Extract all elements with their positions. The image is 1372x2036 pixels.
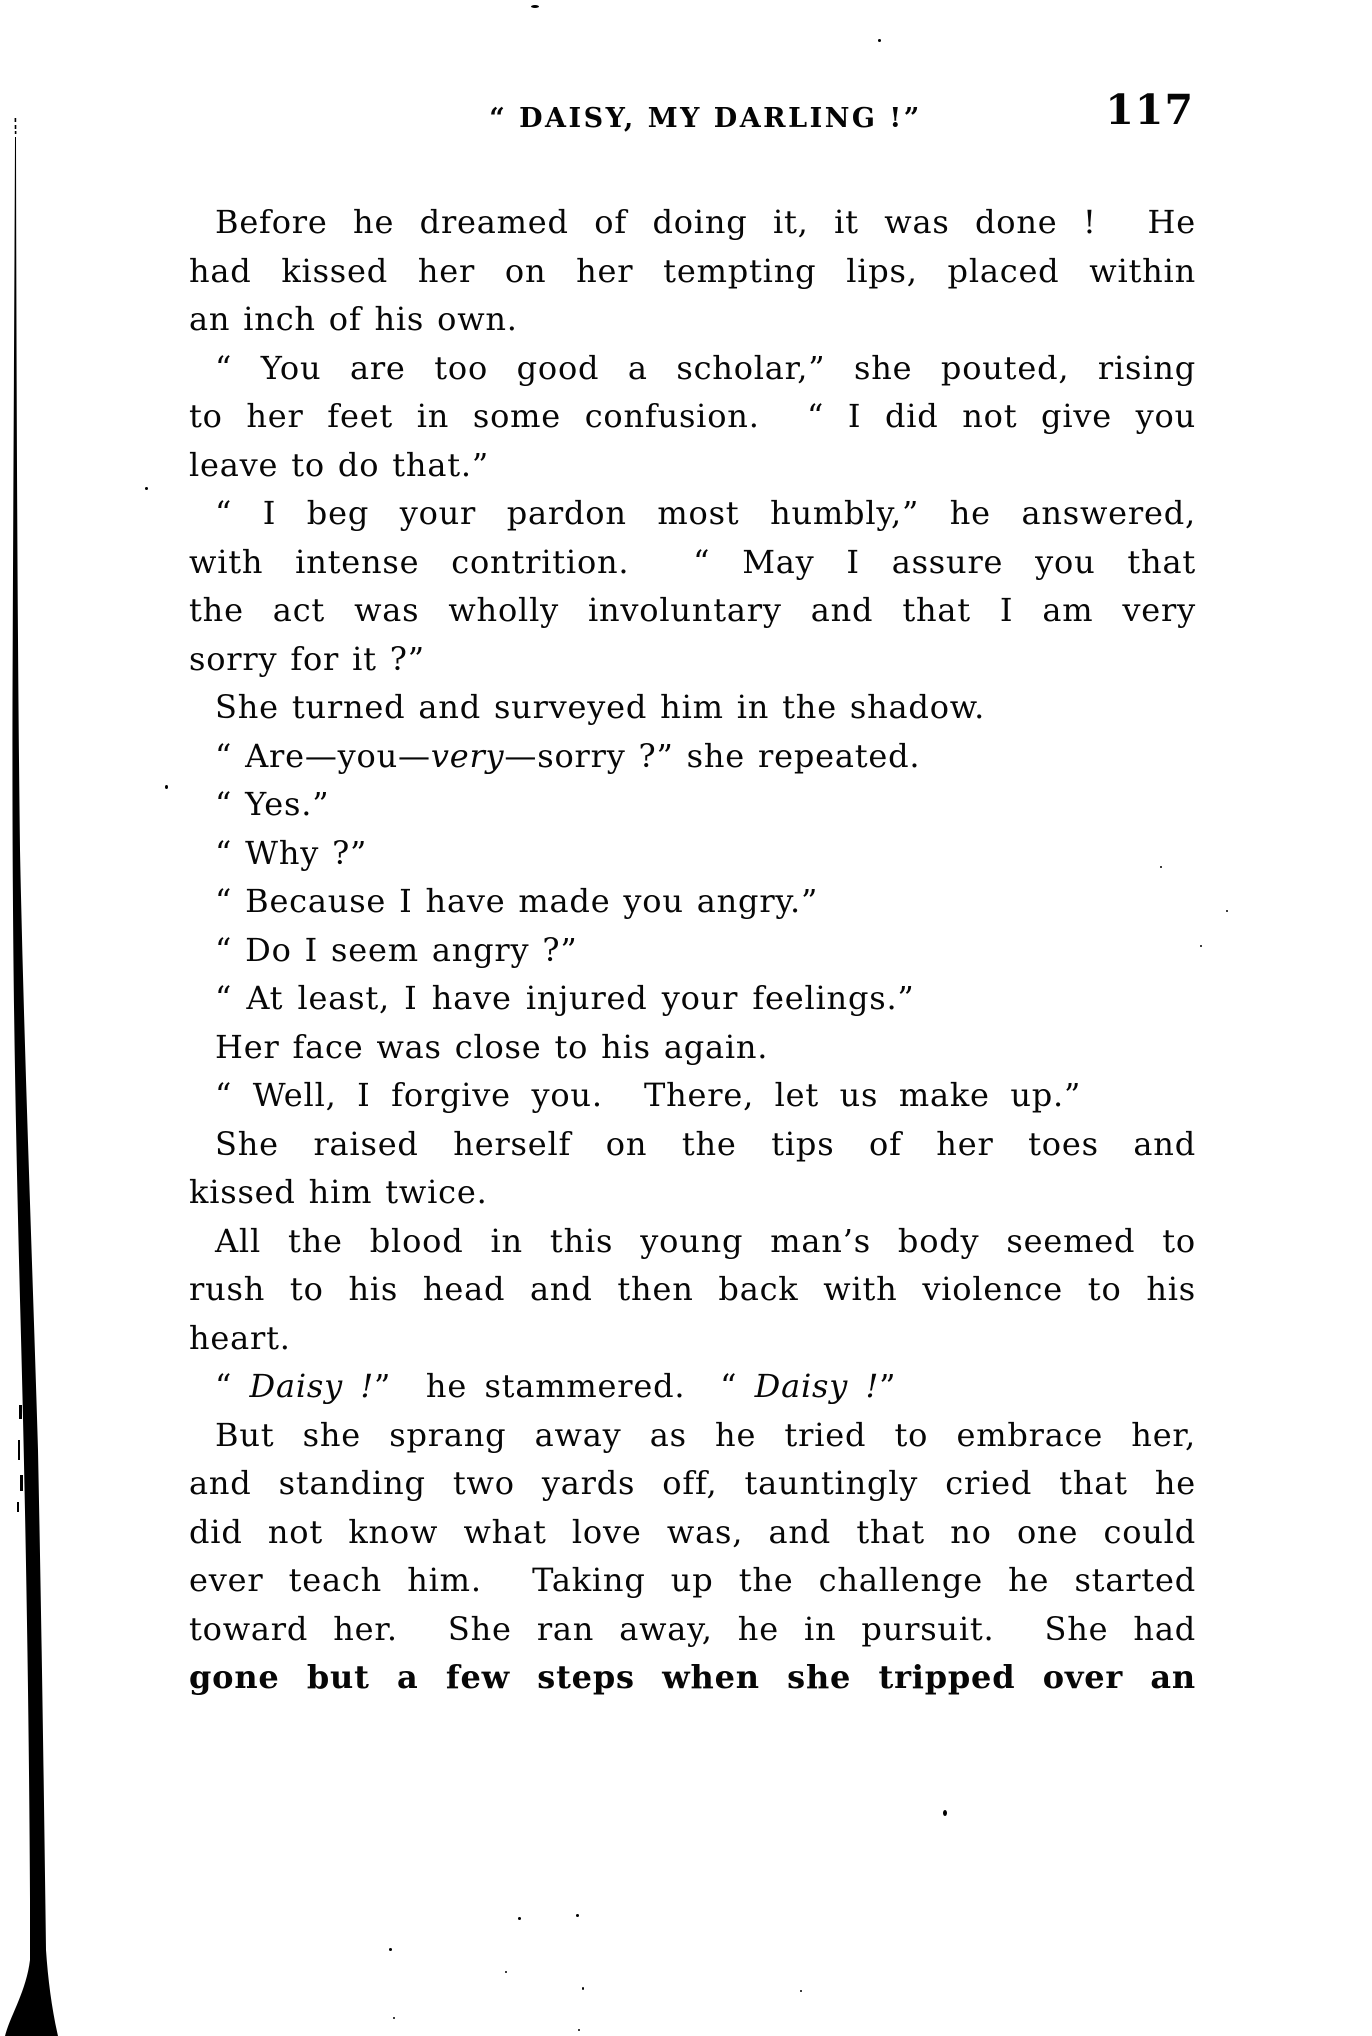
text-segment: leave to do that.” [189, 445, 489, 484]
text-segment: gone but a few steps when she tripped over an [189, 1658, 1196, 1696]
text-segment: sorry for it ?” [189, 639, 425, 678]
text-line [189, 1265, 1196, 1314]
text-line [189, 1653, 1196, 1702]
text-line [189, 926, 1196, 975]
text-line [189, 489, 1196, 538]
text-line [189, 1314, 1196, 1363]
text-segment: ” he stammered. “ [374, 1367, 755, 1405]
text-line [189, 1071, 1196, 1120]
text-line [189, 538, 1196, 587]
ink-speck [582, 1987, 584, 1990]
ink-speck [1200, 945, 1202, 947]
text-line [189, 974, 1196, 1023]
text-segment: “ Well, I forgive you. There, let us make up.” [215, 1076, 1082, 1114]
italic-text: very [430, 736, 505, 775]
ink-speck [1160, 866, 1162, 868]
text-segment: did not know what love was, and that no one could [189, 1512, 1196, 1551]
text-line [189, 1362, 1196, 1411]
text-line [189, 344, 1196, 393]
ink-speck [576, 1914, 579, 1917]
text-segment: She turned and surveyed him in the shadow. [215, 688, 986, 726]
text-line [189, 586, 1196, 635]
ink-speck [1226, 910, 1228, 912]
ink-speck [518, 1917, 521, 1920]
ink-speck [505, 1971, 507, 1973]
text-line [189, 198, 1196, 247]
text-line [189, 392, 1196, 441]
text-segment: “ Are—you— [215, 736, 431, 775]
text-line [189, 1120, 1196, 1169]
text-segment: to her feet in some confusion. “ I did not give you [189, 397, 1196, 435]
ink-speck [145, 487, 148, 490]
text-segment: ever teach him. Taking up the challenge he started [189, 1561, 1196, 1599]
text-line [189, 683, 1196, 732]
text-segment: “ Why ?” [215, 833, 368, 872]
text-segment: Her face was close to his again. [215, 1027, 769, 1066]
text-line [189, 635, 1196, 684]
text-segment: and standing two yards off, tauntingly cried that he [189, 1464, 1196, 1502]
text-segment: She raised herself on the tips of her toes and [215, 1124, 1196, 1163]
text-segment: “ Because I have made you angry.” [215, 882, 819, 920]
text-segment: had kissed her on her tempting lips, placed within [189, 251, 1196, 290]
text-line [189, 247, 1196, 296]
text-line [189, 1605, 1196, 1654]
text-line [189, 829, 1196, 878]
text-line [189, 780, 1196, 829]
text-line [189, 441, 1196, 490]
ink-speck [878, 39, 881, 42]
page-text [189, 198, 1196, 1702]
page-number: 117 [1105, 86, 1194, 134]
ink-speck [389, 1948, 392, 1951]
ink-speck [165, 785, 168, 789]
header-title: “ DAISY, MY DARLING !” [489, 103, 922, 134]
text-line [189, 1508, 1196, 1557]
italic-text: Daisy ! [249, 1367, 375, 1405]
text-line [189, 1168, 1196, 1217]
text-segment: heart. [189, 1318, 291, 1357]
text-segment: kissed him twice. [189, 1173, 488, 1211]
text-line [189, 732, 1196, 781]
text-line [189, 1459, 1196, 1508]
gutter-shadow [0, 0, 70, 2036]
text-line [189, 1217, 1196, 1266]
text-segment: —sorry ?” she repeated. [504, 736, 921, 775]
ink-speck [943, 1810, 947, 1816]
text-line [189, 295, 1196, 344]
text-segment: “ You are too good a scholar,” she pouted, rising [215, 348, 1196, 387]
text-line [189, 1023, 1196, 1072]
italic-text: Daisy ! [754, 1367, 880, 1405]
text-segment: an inch of his own. [189, 300, 518, 338]
text-segment: “ At least, I have injured your feelings.” [215, 979, 915, 1017]
text-segment: rush to his head and then back with violence to his [189, 1270, 1196, 1308]
text-segment: with intense contrition. “ May I assure you that [189, 542, 1196, 581]
text-line [189, 1556, 1196, 1605]
text-line [189, 877, 1196, 926]
text-segment: “ Yes.” [215, 785, 330, 823]
running-header [189, 0, 1196, 160]
text-line [189, 1411, 1196, 1460]
text-segment: toward her. She ran away, he in pursuit. She had [189, 1609, 1196, 1648]
text-segment: All the blood in this young man’s body seemed to [215, 1221, 1196, 1260]
text-segment: “ I beg your pardon most humbly,” he answered, [215, 494, 1196, 532]
text-segment: ” [879, 1367, 897, 1405]
ink-speck [393, 2017, 395, 2019]
text-segment: “ [215, 1367, 250, 1405]
text-segment: “ Do I seem angry ?” [215, 930, 578, 969]
text-segment: the act was wholly involuntary and that I am very [189, 591, 1196, 629]
ink-speck [800, 1990, 802, 1992]
ink-speck [578, 2029, 580, 2031]
text-segment: Before he dreamed of doing it, it was done ! He [215, 203, 1196, 241]
ink-speck [531, 5, 539, 8]
text-segment: But she sprang away as he tried to embrace her, [215, 1415, 1196, 1454]
